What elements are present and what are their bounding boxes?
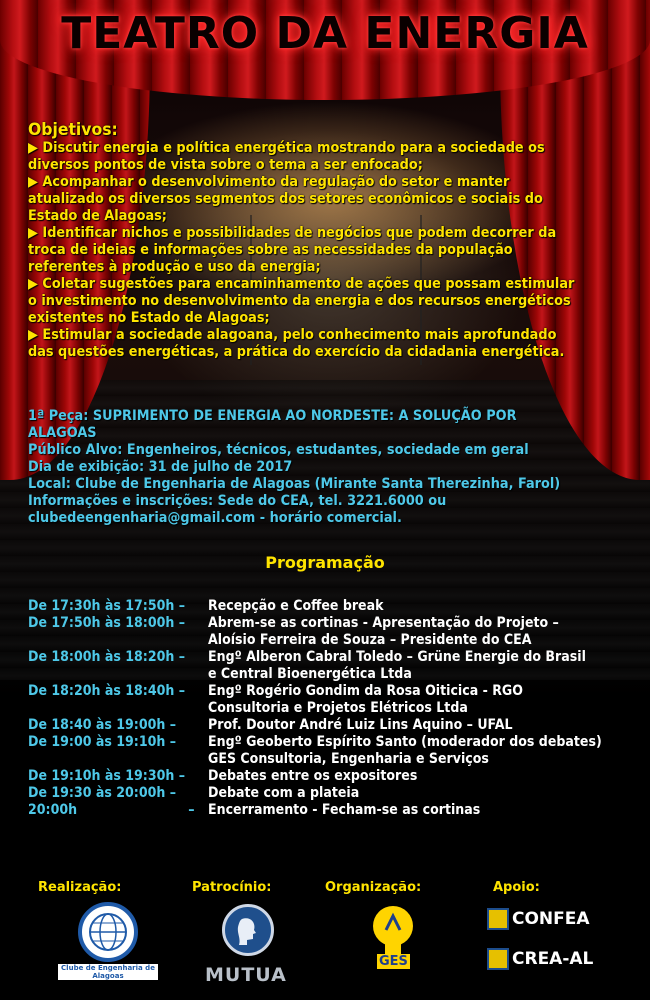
target-audience: Público Alvo: Engenheiros, técnicos, estudantes, sociedade em geral [28, 442, 529, 458]
objectives-heading: Objetivos: [28, 120, 118, 140]
apoio-label: Apoio: [493, 880, 540, 895]
realizacao-label: Realização: [38, 880, 122, 895]
program-schedule [28, 598, 604, 819]
schedule-row: De 17:50h às 18:00h – Abrem-se as cortinas - Apresentação do Projeto – Aloísio Ferreira de Souza – Presidente do CEA [28, 615, 559, 648]
schedule-row: De 19:10h às 19:30h – Debates entre os expositores [28, 768, 418, 784]
objective-item: ▶ Estimular a sociedade alagoana, pelo conhecimento mais aprofundado das questões energéticas, a prática do exercício da cidadania energética. [28, 327, 565, 360]
poster-title: TEATRO DA ENERGIA [61, 8, 589, 59]
objective-item: ▶ Coletar sugestões para encaminhamento de ações que possam estimular o investimento no desenvolvimento da energia e dos recursos energéticos existentes no Estado de Alagoas; [28, 276, 575, 326]
schedule-row: De 19:30 às 20:00h – Debate com a plateia [28, 785, 360, 801]
schedule-row: De 18:20h às 18:40h – Engº Rogério Gondim da Rosa Oiticica - RGO Consultoria e Projetos Elétricos Ltda [28, 683, 523, 716]
schedule-row: De 17:30h às 17:50h – Recepção e Coffee break [28, 598, 384, 614]
confea-emblem-icon [487, 908, 509, 930]
bullet-icon: ▶ [28, 276, 38, 292]
crea-emblem-icon [487, 948, 509, 970]
head-profile-icon [222, 904, 274, 956]
schedule-row: De 19:00 às 19:10h – Engº Geoberto Espírito Santo (moderador dos debates) GES Consultoria, Engenharia e Serviços [28, 734, 602, 767]
play-title: 1ª Peça: SUPRIMENTO DE ENERGIA AO NORDESTE: A SOLUÇÃO POR ALAGOAS [28, 408, 517, 441]
objective-item: ▶ Acompanhar o desenvolvimento da regulação do setor e manter atualizado os diversos segmentos dos setores econômicos e sociais do Estado de Alagoas; [28, 174, 543, 224]
objective-item: ▶ Identificar nichos e possibilidades de negócios que podem decorrer da troca de ideias e informações sobre as necessidades da população referentes à produção e uso da energia; [28, 225, 557, 275]
patrocinio-label: Patrocínio: [192, 880, 272, 895]
program-title: Programação [265, 553, 385, 572]
bullet-icon: ▶ [28, 327, 38, 343]
schedule-row: 20:00h – Encerramento - Fecham-se as cortinas [28, 802, 481, 818]
bullet-icon: ▶ [28, 140, 38, 156]
organizacao-label: Organização: [325, 880, 422, 895]
objectives-section [28, 120, 582, 361]
contact-info: Informações e inscrições: Sede do CEA, tel. 3221.6000 ou [28, 493, 447, 509]
event-location: Local: Clube de Engenharia de Alagoas (Mirante Santa Therezinha, Farol) [28, 476, 561, 492]
contact-email[interactable]: clubedeengenharia@gmail.com - horário comercial. [28, 510, 402, 526]
event-info [28, 408, 582, 527]
bullet-icon: ▶ [28, 174, 38, 190]
objective-item: ▶ Discutir energia e política energética mostrando para a sociedade os diversos pontos de vista sobre o tema a ser enfocado; [28, 140, 545, 173]
event-date: Dia de exibição: 31 de julho de 2017 [28, 459, 293, 475]
globe-icon [78, 902, 138, 962]
schedule-row: De 18:40 às 19:00h – Prof. Doutor André Luiz Lins Aquino – UFAL [28, 717, 513, 733]
sponsors-section: Realização: Patrocínio: Organização: Apoio: Clube de Engenharia de Alagoas MUTUA GES CONFEA CREA-AL [38, 880, 594, 986]
schedule-row: De 18:00h às 18:20h – Engº Alberon Cabral Toledo – Grüne Energie do Brasil e Central Bioenergética Ltda [28, 649, 586, 682]
bullet-icon: ▶ [28, 225, 38, 241]
